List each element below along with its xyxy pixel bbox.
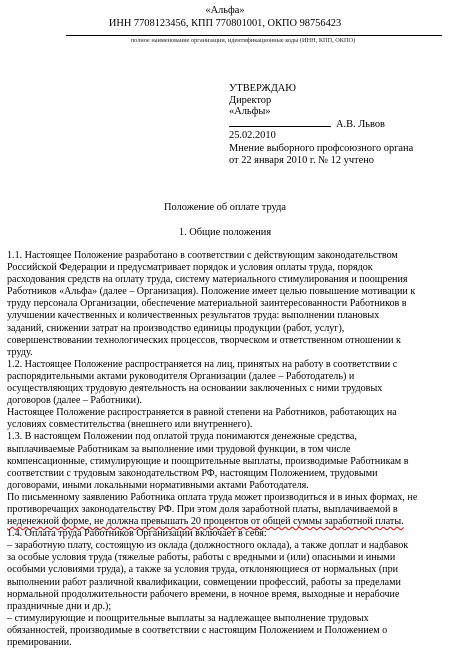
document-title: Положение об оплате труда	[164, 202, 286, 213]
text-line: – заработную плату, состоящую из оклада (должностного оклада), а также доплат и надбавок	[7, 540, 409, 552]
org-caption: полное наименование организации, идентификационные коды (ИНН, КПП, ОКПО)	[130, 37, 356, 44]
document-body	[7, 250, 447, 649]
text-line: обязанностей, производимые в соответствии с настоящим Положением и Положением о	[7, 624, 388, 636]
approval-block	[229, 83, 413, 166]
text-line: труду.	[7, 346, 33, 358]
org-underline	[66, 35, 442, 36]
union-opinion-line2: от 22 января 2010 г. № 12 учтено	[229, 154, 374, 166]
text-line: 1.4. Оплата труда Работников Организации включает в себя:	[7, 528, 267, 540]
text-line: компенсационные, стимулирующие и поощрительные выплаты, производимые Работникам в	[7, 455, 409, 467]
text-line: праздничные дни и др.);	[7, 600, 112, 612]
text-line-spellcheck: неденежной форме, не должна превышать 20 процентов от общей суммы заработной платы.	[7, 516, 404, 528]
org-name: «Альфа»	[205, 5, 245, 16]
text-line: 1.3. В настоящем Положении под оплатой труда понимаются денежные средства,	[7, 431, 357, 443]
text-line: Работников «Альфа» (далее – Организация). Положение имеет целью повышение мотивации к	[7, 286, 416, 298]
text-line: условиях совместительства (внешнего или внутреннего).	[7, 419, 253, 431]
text-line: расходования средств на оплату труда, систему материального стимулирования и поощрения	[7, 274, 408, 286]
approval-signature-row	[229, 118, 413, 131]
text-line: – стимулирующие и поощрительные выплаты за надлежащее выполнение трудовых	[7, 612, 369, 624]
text-line: договоров (далее – Работники).	[7, 395, 142, 407]
text-line: договорами, иными локальными нормативными актами Работодателя.	[7, 479, 309, 491]
text-line: По письменному заявлению Работника оплата труда может производиться и в иных формах, не	[7, 491, 418, 503]
text-line: выплачиваемые Работникам за выполнение ими трудовой функции, в том числе	[7, 443, 351, 455]
text-line: Настоящее Положение распространяется в равной степени на Работников, работающих на	[7, 407, 397, 419]
text-line: 1.2. Настоящее Положение распространяется на лиц, принятых на работу в соответствии с	[7, 358, 398, 370]
approval-signer: А.В. Львов	[336, 118, 385, 130]
text-line: соответствии с трудовым законодательством РФ, настоящим Положением, трудовыми	[7, 467, 378, 479]
text-line: за особые условия труда (тяжелые работы, работы с вредными и (или) опасными и иными	[7, 552, 396, 564]
org-header	[0, 5, 450, 30]
text-line: совершенствовании технологических процессов, творческом и ответственном отношении к	[7, 334, 401, 346]
text-line: выполнении работ различной квалификации, совмещении профессий, работы за пределами	[7, 576, 401, 588]
text-line: улучшении качественных и количественных результатов труда: выполнении плановых	[7, 310, 380, 322]
text-line: распорядительными актами руководителя Организации (далее – Работодатель) и	[7, 370, 355, 382]
approval-company: «Альфы»	[229, 106, 271, 118]
approval-position: Директор	[229, 94, 272, 106]
text-line: Российской Федерации и предусматривает порядок и условия оплаты труда, порядок	[7, 262, 373, 274]
approval-date: 25.02.2010	[229, 130, 276, 142]
text-line: премировании.	[7, 637, 72, 648]
org-codes: ИНН 7708123456, КПП 770801001, ОКПО 98756423	[108, 17, 342, 29]
text-line: нормальной продолжительности рабочего времени, в ночное время, выходные и нерабочие	[7, 588, 400, 600]
union-opinion-line1: Мнение выборного профсоюзного органа	[229, 142, 414, 154]
text-line: особыми условиями труда), а также за условия труда, отклоняющиеся от нормальных (при	[7, 564, 399, 576]
text-line: заданий, снижении затрат на производство единицы продукции (работ, услуг),	[7, 322, 345, 334]
text-line: противоречащих законодательству РФ. При этом доля заработной платы, выплачиваемой в	[7, 503, 398, 515]
text-line: осуществляющих трудовую деятельность на основании заключенных с ними трудовых	[7, 383, 383, 395]
section-title: 1. Общие положения	[178, 227, 272, 238]
signature-line	[229, 118, 331, 127]
text-line: 1.1. Настоящее Положение разработано в соответствии с действующим законодательством	[7, 250, 398, 261]
text-line: труду персонала Организации, обеспечение материальной заинтересованности Работников в	[7, 298, 407, 310]
approval-heading: УТВЕРЖДАЮ	[229, 83, 296, 94]
